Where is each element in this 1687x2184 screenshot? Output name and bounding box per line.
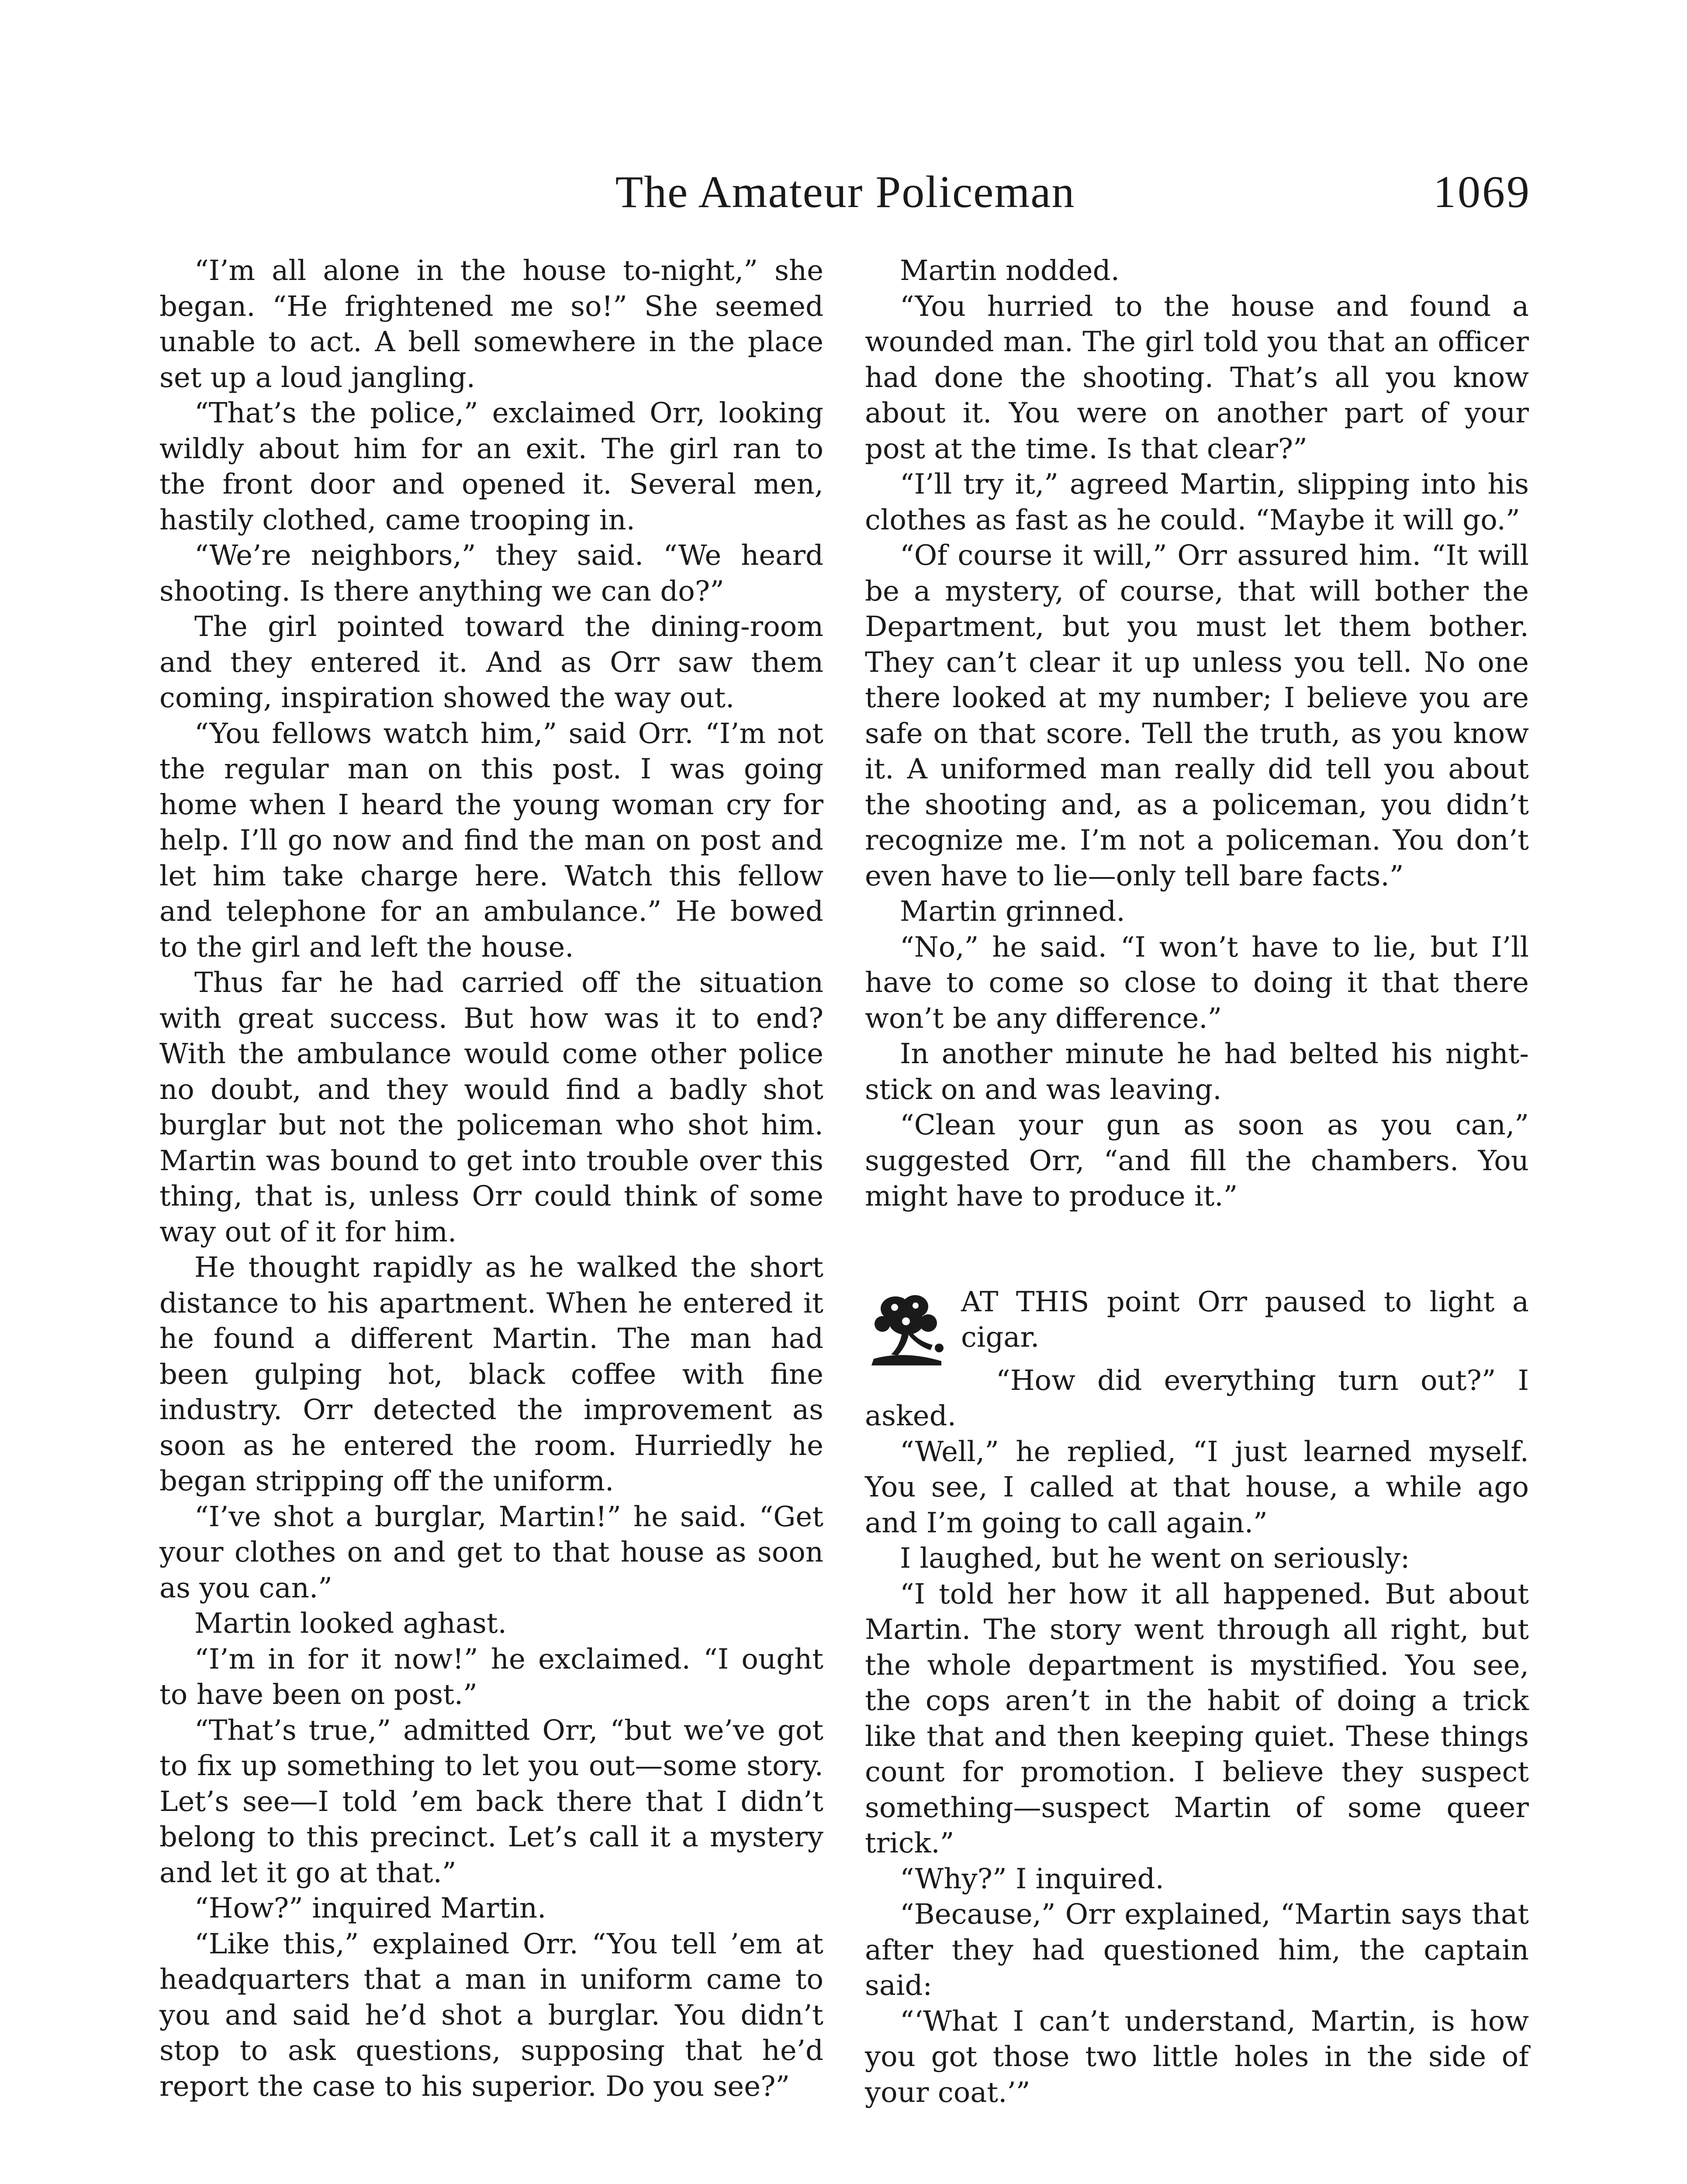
section-opening-text: AT THIS point Orr paused to light a cigar. (961, 1286, 1529, 1354)
paragraph: In another minute he had belted his night-stick on and was leaving. (865, 1038, 1529, 1106)
left-column (159, 253, 823, 2105)
floral-ornament-icon (865, 1289, 948, 1368)
paragraph: Martin nodded. (900, 255, 1120, 287)
paragraph: “Clean your gun as soon as you can,” suggested Orr, “and fill the chambers. You might have to produce it.” (865, 1109, 1529, 1213)
paragraph: “I’m in for it now!” he exclaimed. “I ought to have been on post.” (159, 1643, 823, 1711)
paragraph: “I’m all alone in the house to-night,” she began. “He frightened me so!” She seemed unable to act. A bell somewhere in the place set up a loud jangling. (159, 255, 823, 394)
paragraph: “That’s the police,” exclaimed Orr, looking wildly about him for an exit. The girl ran to the front door and opened it. Several men, hastily clothed, came trooping in. (159, 397, 823, 536)
paragraph: “Why?” I inquired. (900, 1863, 1164, 1895)
paragraph: “That’s true,” admitted Orr, “but we’ve got to fix up something to let you out—some story. Let’s see—I told ’em back there that I didn’t belong to this precinct. Let’s call it a mystery and let it go at that.” (159, 1714, 823, 1889)
paragraph: “You fellows watch him,” said Orr. “I’m not the regular man on this post. I was going home when I heard the young woman cry for help. I’ll go now and find the man on post and let him take charge here. Watch this fellow and telephone for an ambulance.” He bowed to the girl and left the house. (159, 717, 823, 964)
section-opening (865, 1285, 1529, 1363)
paragraph: The girl pointed toward the dining-room and they entered it. And as Orr saw them coming, inspiration showed the way out. (159, 611, 823, 714)
paragraph: “You hurried to the house and found a wounded man. The girl told you that an officer had done the shooting. That’s all you know about it. You were on another part of your post at the time. Is that clear?” (865, 290, 1529, 465)
paragraph: “No,” he said. “I won’t have to lie, but I’ll have to come so close to doing it that there won’t be any difference.” (865, 931, 1529, 1035)
paragraph: Martin looked aghast. (194, 1607, 507, 1640)
paragraph: “I’ve shot a burglar, Martin!” he said. “Get your clothes on and get to that house as soon as you can.” (159, 1500, 823, 1604)
paragraph: “Because,” Orr explained, “Martin says that after they had questioned him, the captain said: (865, 1898, 1529, 2002)
paragraph: “‘What I can’t understand, Martin, is how you got those two little holes in the side of your coat.’” (865, 2005, 1529, 2109)
paragraph: He thought rapidly as he walked the short distance to his apartment. When he entered it he found a different Martin. The man had been gulping hot, black coffee with fine industry. Orr detected the improvement as soon as he entered the room. Hurriedly he began stripping off the uniform. (159, 1251, 823, 1497)
paragraph: “I told her how it all happened. But about Martin. The story went through all right, but the whole department is mystified. You see, the cops aren’t in the habit of doing a trick like that and then keeping quiet. These things count for promotion. I believe they suspect something—suspect Martin of some queer trick.” (865, 1578, 1529, 1859)
paragraph: “We’re neighbors,” they said. “We heard shooting. Is there anything we can do?” (159, 539, 823, 608)
right-column (865, 253, 1529, 2111)
running-title: The Amateur Policeman (615, 167, 1075, 217)
paragraph: I laughed, but he went on seriously: (900, 1542, 1410, 1575)
paragraph: “Well,” he replied, “I just learned myself. You see, I called at that house, a while ago and I’m going to call again.” (865, 1435, 1529, 1539)
page-header (159, 166, 1531, 236)
paragraph: “Like this,” explained Orr. “You tell ’em at headquarters that a man in uniform came to you and said he’d shot a burglar. You didn’t stop to ask questions, supposing that he’d report the case to his superior. Do you see?” (159, 1928, 823, 2103)
paragraph: “How did everything turn out?” I asked. (865, 1364, 1529, 1432)
paragraph: Thus far he had carried off the situation with great success. But how was it to end? With the ambulance would come other police no doubt, and they would find a badly shot burglar but not the policeman who shot him. Martin was bound to get into trouble over this thing, that is, unless Orr could think of some way out of it for him. (159, 967, 823, 1248)
paragraph: “How?” inquired Martin. (194, 1892, 546, 1925)
page-number: 1069 (1433, 167, 1531, 217)
paragraph: “Of course it will,” Orr assured him. “It will be a mystery, of course, that will bother the Department, but you must let them bother. They can’t clear it up unless you tell. No one there looked at my number; I believe you are safe on that score. Tell the truth, as you know it. A uniformed man really did tell you about the shooting and, as a policeman, you didn’t recognize me. I’m not a policeman. You don’t even have to lie—only tell bare facts.” (865, 539, 1529, 892)
section-break (865, 1215, 1529, 1285)
paragraph: “I’ll try it,” agreed Martin, slipping into his clothes as fast as he could. “Maybe it will go.” (865, 468, 1529, 536)
paragraph: Martin grinned. (900, 895, 1125, 928)
